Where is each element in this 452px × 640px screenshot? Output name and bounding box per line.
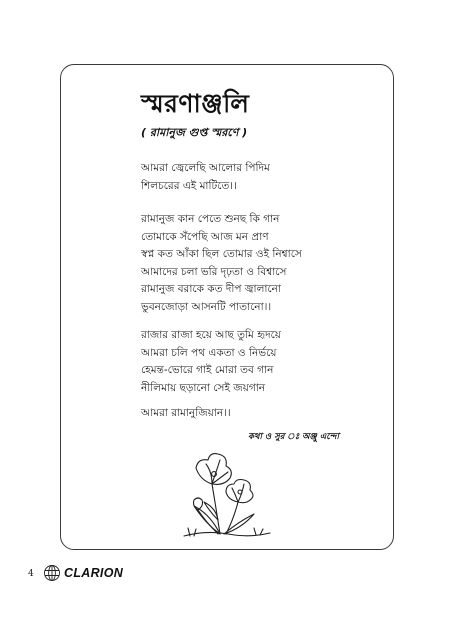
poem-line: রামানুজ কান পেতে শুনছ কি গান bbox=[141, 213, 280, 225]
poem-line: আমরা রামানুজিয়ান।। bbox=[141, 407, 231, 419]
page-number: 4 bbox=[28, 569, 34, 579]
poem-line: আমরা জ্বেলেছি আলোর পিদিম bbox=[141, 162, 270, 174]
brand-logo bbox=[43, 563, 123, 583]
stanza-3 bbox=[141, 327, 281, 397]
poem-subtitle: ( রামানুজ গুপ্ত স্মরণে ) bbox=[141, 126, 248, 139]
poem-line: স্বপ্ন কত আঁকা ছিল তোমার ওই নিশ্বাসে bbox=[141, 248, 302, 260]
poem-line: রাজার রাজা হয়ে আছ তুমি হৃদয়ে bbox=[141, 329, 281, 341]
poem-line: ভুবনজোড়া আসনটি পাতানো।। bbox=[141, 300, 272, 313]
stanza-1 bbox=[141, 160, 270, 195]
brand-name: CLARION bbox=[64, 566, 124, 580]
poem-line: আমরা চলি পথ একতা ও নির্ভয়ে bbox=[141, 346, 277, 359]
stanza-2 bbox=[141, 211, 302, 316]
lyrics-credit: কথা ও সুর ঃ অঞ্জু এন্দো bbox=[248, 432, 339, 442]
stanza-4 bbox=[141, 405, 231, 423]
poem-line: হেমন্ত-ভোরে গাই মোরা তব গান bbox=[141, 364, 274, 376]
poem-line: আমাদের চলা ভরি দৃঢ়তা ও বিশ্বাসে bbox=[141, 265, 287, 278]
poem-line: তোমাকে সঁপেছি আজ মন প্রাণ bbox=[141, 230, 269, 243]
clarion-globe-logo bbox=[43, 564, 61, 582]
poem-line: নীলিমায় ছড়ানো সেই জয়গান bbox=[141, 381, 266, 394]
poem-line: রামানুজ বরাকে কত দীপ জ্বালানো bbox=[141, 283, 281, 295]
poem-line: শিলচরের এই মাটিতে।। bbox=[141, 179, 237, 192]
poppy-flowers-icon bbox=[176, 450, 276, 542]
poem-title: স্মরণাঞ্জলি bbox=[141, 89, 250, 118]
